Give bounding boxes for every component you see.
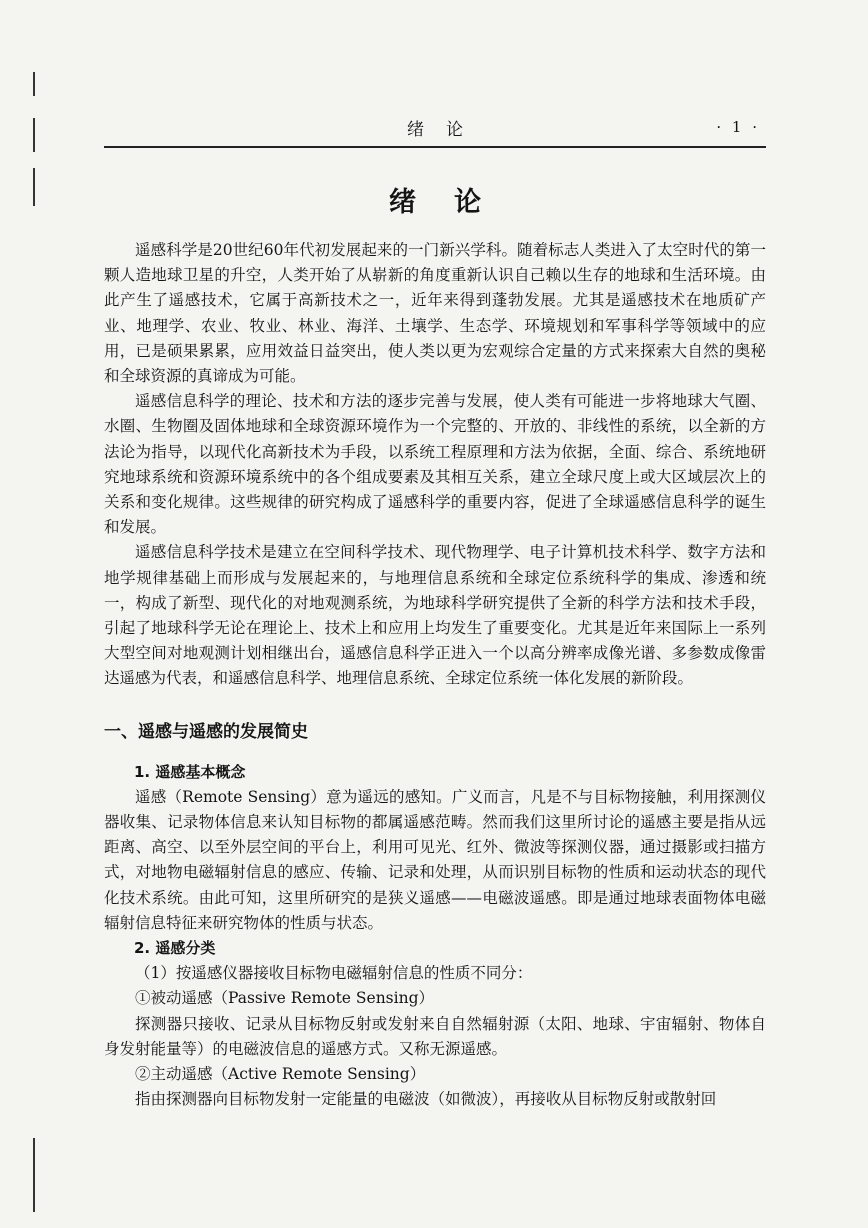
paragraph-intro: 遥感科学是20世纪60年代初发展起来的一门新兴学科。随着标志人类进入了太空时代的第一颗人造地球卫星的升空，人类开始了从崭新的角度重新认识自己赖以生存的地球和生活环境。由此产生了遥感技术，它属于高新技术之一，近年来得到蓬勃发展。尤其是遥感技术在地质矿产业、地理学、农业、牧业、林业、海洋、土壤学、生态学、环境规划和军事科学等领域中的应用，已是硕果累累，应用效益日益突出，使人类以更为宏观综合定量的方式来探索大自然的奥秘和全球资源的真谛成为可能。 [104, 241, 766, 386]
running-header [104, 110, 766, 148]
page-body [104, 238, 766, 1113]
scan-margin-mark [33, 168, 35, 206]
scan-margin-mark [33, 118, 35, 152]
paragraph-technology: 遥感信息科学技术是建立在空间科学技术、现代物理学、电子计算机技术科学、数字方法和地学规律基础上而形成与发展起来的，与地理信息系统和全球定位系统科学的集成、渗透和统一，构成了新型、现代化的对地观测系统，为地球科学研究提供了全新的科学方法和技术手段，引起了地球科学无论在理论上、技术上和应用上均发生了重要变化。尤其是近年来国际上一系列大型空间对地观测计划相继出台，遥感信息科学正进入一个以高分辨率成像光谱、多参数成像雷达遥感为代表，和遥感信息科学、地理信息系统、全球定位系统一体化发展的新阶段。 [104, 543, 766, 688]
scan-margin-mark [33, 72, 35, 96]
subsection-heading-concept: 1. 遥感基本概念 [134, 762, 246, 781]
page-number: · 1 · [716, 118, 760, 136]
passive-remote-sensing-text: 探测器只接收、记录从目标物反射或发射来自自然辐射源（太阳、地球、宇宙辐射、物体自身发射能量等）的电磁波信息的遥感方式。又称无源遥感。 [104, 1014, 766, 1058]
scan-margin-mark [33, 1138, 35, 1212]
active-remote-sensing-heading: ②主动遥感（Active Remote Sensing） [135, 1065, 426, 1084]
active-remote-sensing-text: 指由探测器向目标物发射一定能量的电磁波（如微波），再接收从目标物反射或散射回 [135, 1090, 717, 1109]
section-heading: 一、遥感与遥感的发展简史 [104, 721, 308, 742]
chapter-title: 绪论 [389, 187, 519, 218]
paragraph-concept: 遥感（Remote Sensing）意为遥远的感知。广义而言，凡是不与目标物接触，利用探测仪器收集、记录物体信息来认知目标物的都属遥感范畴。然而我们这里所讨论的遥感主要是指从远距离、高空、以至外层空间的平台上，利用可见光、红外、微波等探测仪器，通过摄影或扫描方式，对地物电磁辐射信息的感应、传输、记录和处理，从而识别目标物的性质和运动状态的现代化技术系统。由此可知，这里所研究的是狭义遥感——电磁波遥感。即是通过地球表面物体电磁辐射信息特征来研究物体的性质与状态。 [104, 787, 766, 932]
paragraph-theory: 遥感信息科学的理论、技术和方法的逐步完善与发展，使人类有可能进一步将地球大气圈、水圈、生物圈及固体地球和全球资源环境作为一个完整的、开放的、非线性的系统，以全新的方法论为指导，以现代化高新技术为手段，以系统工程原理和方法为依据，全面、综合、系统地研究地球系统和资源环境系统中的各个组成要素及其相互关系，建立全球尺度上或大区域层次上的关系和变化规律。这些规律的研究构成了遥感科学的重要内容，促进了全球遥感信息科学的诞生和发展。 [104, 392, 766, 537]
subsection-heading-classification: 2. 遥感分类 [134, 939, 216, 958]
classification-item: （1）按遥感仪器接收目标物电磁辐射信息的性质不同分： [135, 964, 533, 983]
passive-remote-sensing-heading: ①被动遥感（Passive Remote Sensing） [135, 989, 434, 1008]
running-title: 绪论 [407, 120, 485, 140]
